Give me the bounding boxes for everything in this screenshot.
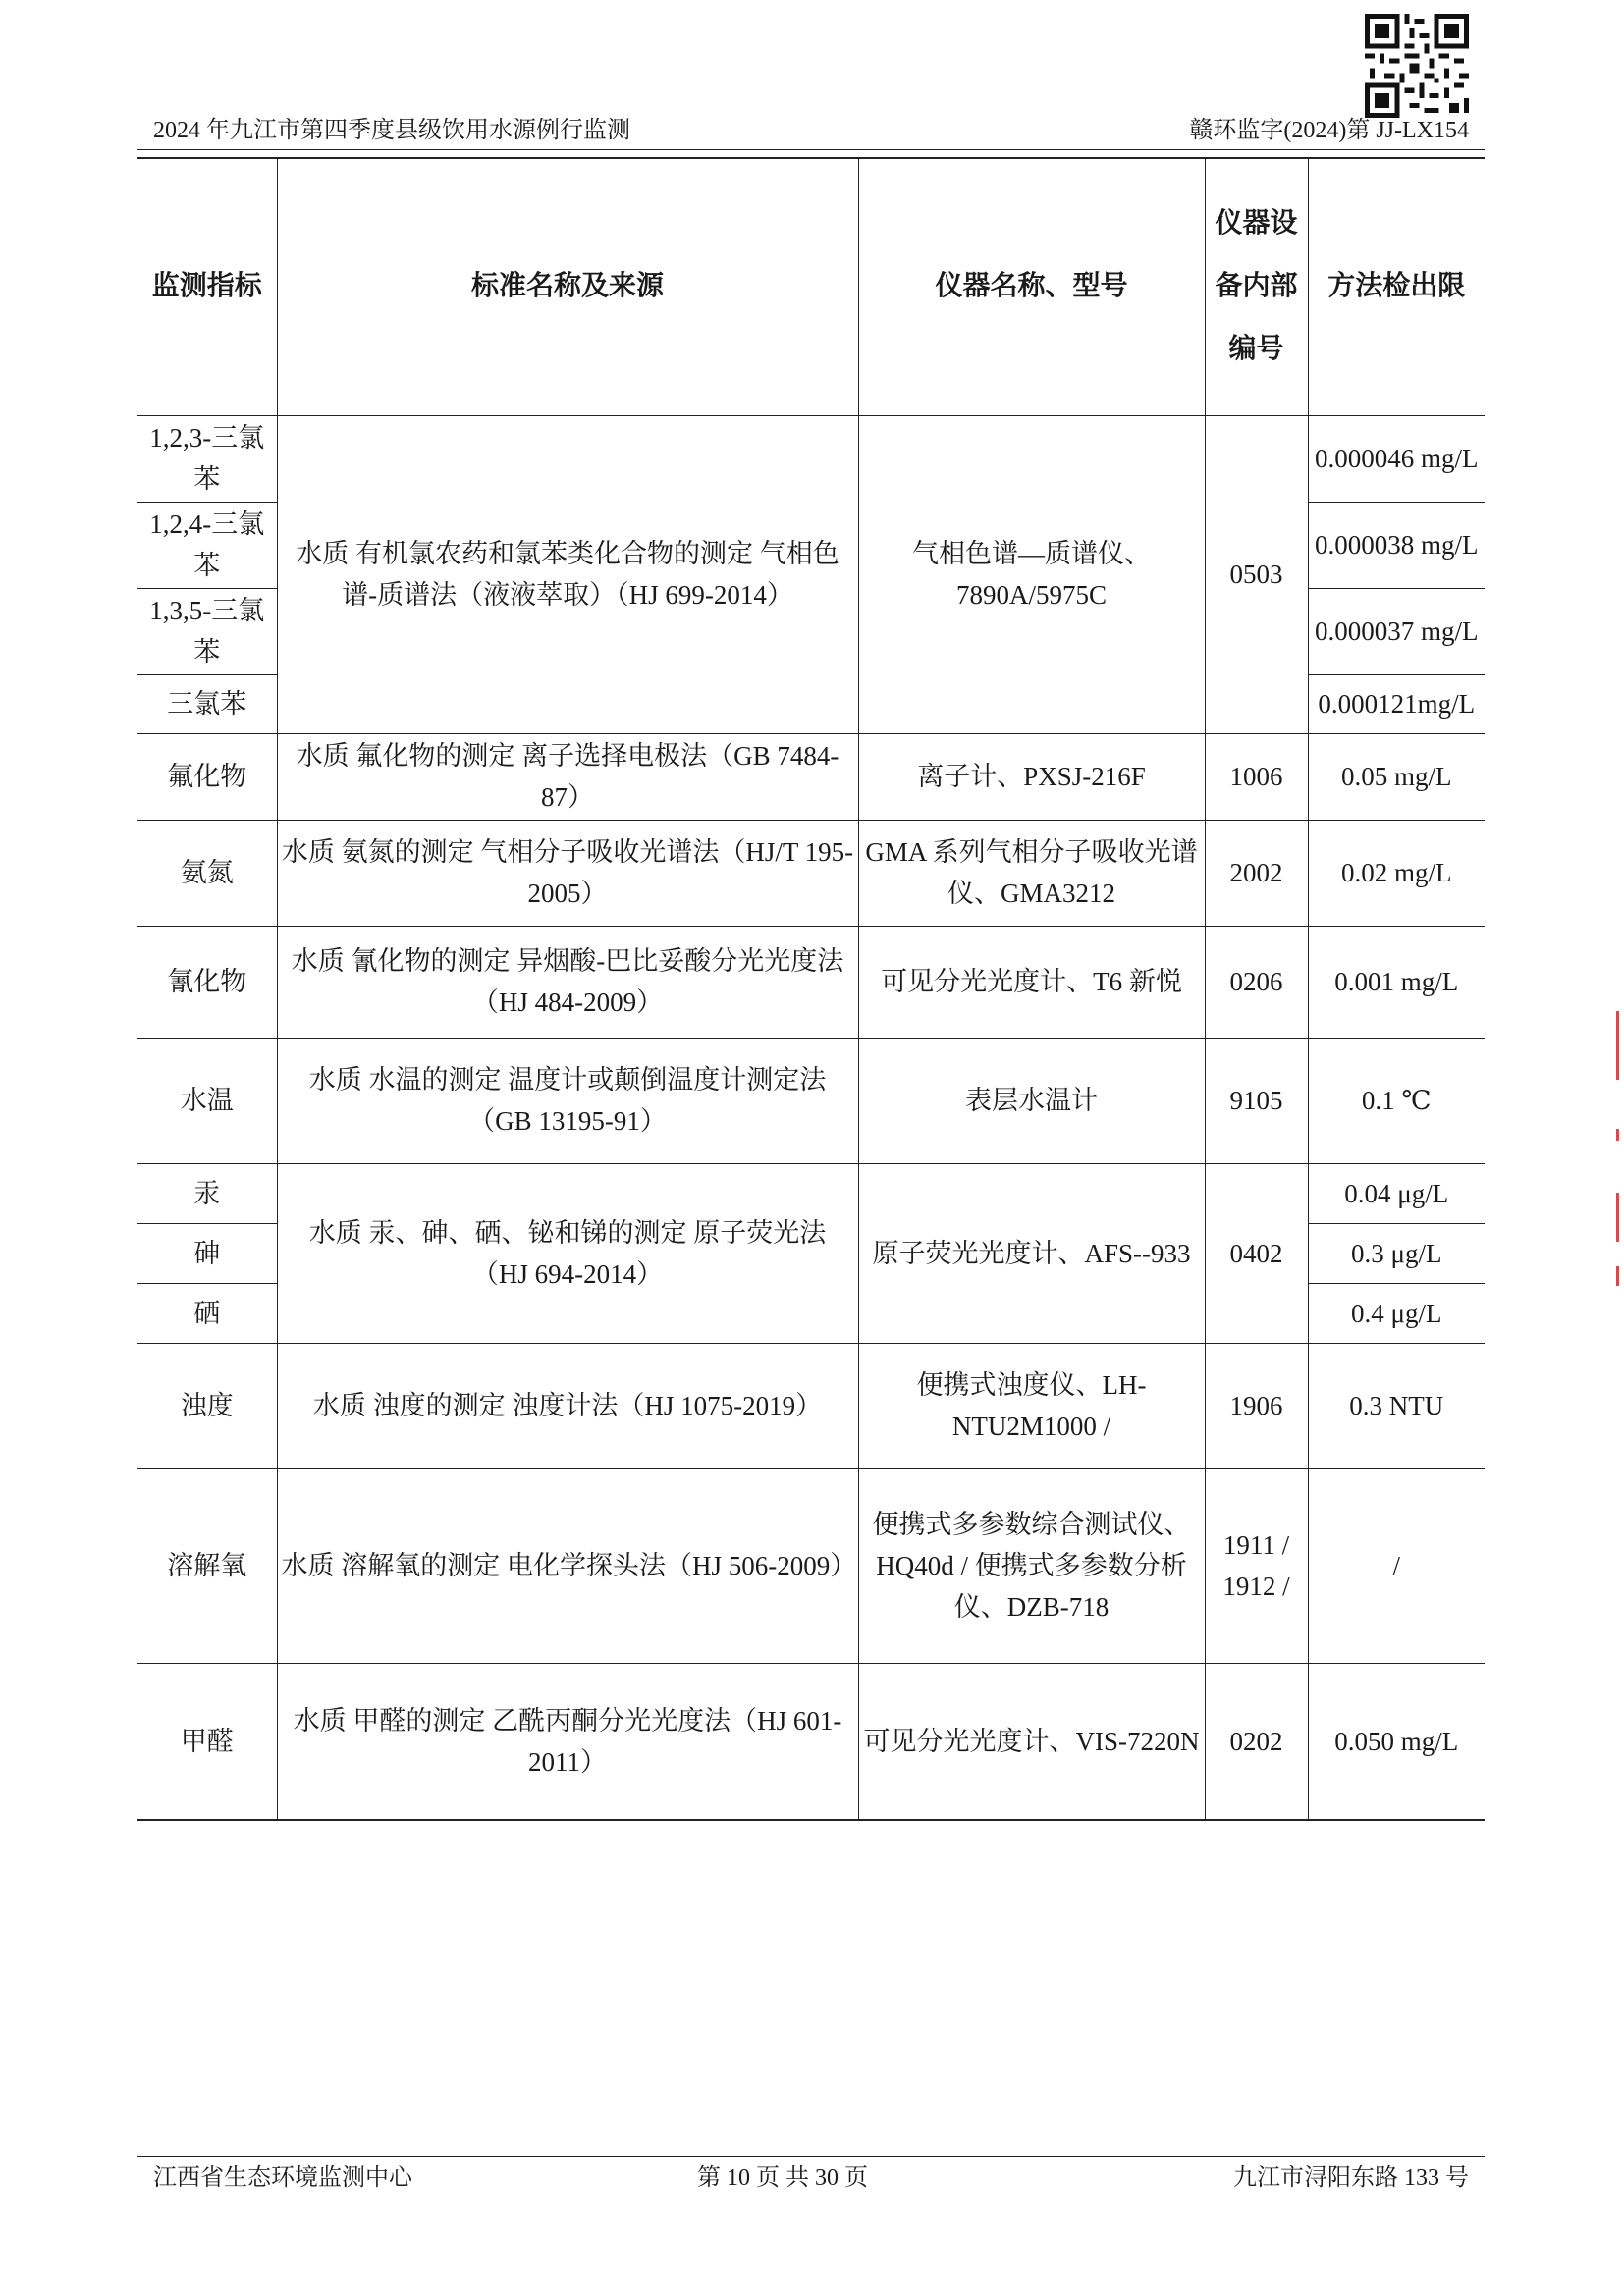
binding-mark — [1616, 1193, 1619, 1242]
instrument-cell: 便携式浊度仪、LH-NTU2M1000 / — [858, 1343, 1205, 1468]
footer-divider — [137, 2156, 1485, 2157]
report-number: 赣环监字(2024)第 JJ-LX154 — [1189, 118, 1469, 143]
indicator-cell: 氰化物 — [137, 926, 277, 1038]
method-table — [137, 157, 1485, 1821]
instrument-cell: 可见分光光度计、VIS-7220N — [858, 1663, 1205, 1820]
indicator-cell: 浊度 — [137, 1343, 277, 1468]
instrument-cell: 离子计、PXSJ-216F — [858, 733, 1205, 820]
footer-org: 江西省生态环境监测中心 — [153, 2165, 412, 2191]
limit-cell: 0.000038 mg/L — [1308, 502, 1485, 588]
indicator-cell: 氨氮 — [137, 820, 277, 926]
qr-code — [1365, 14, 1469, 118]
standard-cell: 水质 有机氯农药和氯苯类化合物的测定 气相色谱-质谱法（液液萃取）（HJ 699-2014） — [277, 415, 858, 733]
indicator-cell: 硒 — [137, 1283, 277, 1343]
binding-mark — [1616, 1129, 1619, 1141]
limit-cell: 0.000046 mg/L — [1308, 415, 1485, 502]
binding-mark — [1616, 1011, 1619, 1080]
table-row — [137, 1163, 1485, 1223]
limit-cell: 0.4 μg/L — [1308, 1283, 1485, 1343]
standard-cell: 水质 氨氮的测定 气相分子吸收光谱法（HJ/T 195-2005） — [277, 820, 858, 926]
indicator-cell: 氟化物 — [137, 733, 277, 820]
code-cell: 0206 — [1205, 926, 1308, 1038]
code-cell: 0503 — [1205, 415, 1308, 733]
table-row — [137, 733, 1485, 820]
table-row — [137, 820, 1485, 926]
col-code: 仪器设备内部编号 — [1205, 158, 1308, 415]
indicator-cell: 1,3,5-三氯苯 — [137, 588, 277, 674]
instrument-cell: 表层水温计 — [858, 1038, 1205, 1163]
instrument-cell: 可见分光光度计、T6 新悦 — [858, 926, 1205, 1038]
standard-cell: 水质 氰化物的测定 异烟酸-巴比妥酸分光光度法（HJ 484-2009） — [277, 926, 858, 1038]
limit-cell: / — [1308, 1468, 1485, 1663]
indicator-cell: 汞 — [137, 1163, 277, 1223]
code-cell: 9105 — [1205, 1038, 1308, 1163]
report-title: 2024 年九江市第四季度县级饮用水源例行监测 — [153, 118, 630, 143]
instrument-cell: 气相色谱—质谱仪、7890A/5975C — [858, 415, 1205, 733]
page-number: 第 10 页 共 30 页 — [697, 2165, 868, 2191]
footer-address: 九江市浔阳东路 133 号 — [1233, 2165, 1469, 2191]
indicator-cell: 甲醛 — [137, 1663, 277, 1820]
table-row — [137, 1038, 1485, 1163]
code-cell: 0402 — [1205, 1163, 1308, 1343]
standard-cell: 水质 甲醛的测定 乙酰丙酮分光光度法（HJ 601-2011） — [277, 1663, 858, 1820]
limit-cell: 0.04 μg/L — [1308, 1163, 1485, 1223]
table-row — [137, 1663, 1485, 1820]
standard-cell: 水质 氟化物的测定 离子选择电极法（GB 7484-87） — [277, 733, 858, 820]
indicator-cell: 1,2,4-三氯苯 — [137, 502, 277, 588]
limit-cell: 0.000037 mg/L — [1308, 588, 1485, 674]
code-cell: 1906 — [1205, 1343, 1308, 1468]
code-cell: 1006 — [1205, 733, 1308, 820]
instrument-cell: GMA 系列气相分子吸收光谱仪、GMA3212 — [858, 820, 1205, 926]
indicator-cell: 1,2,3-三氯苯 — [137, 415, 277, 502]
code-cell: 2002 — [1205, 820, 1308, 926]
table-row — [137, 1468, 1485, 1663]
table-header-row — [137, 158, 1485, 415]
limit-cell: 0.050 mg/L — [1308, 1663, 1485, 1820]
indicator-cell: 三氯苯 — [137, 674, 277, 733]
instrument-cell: 便携式多参数综合测试仪、HQ40d / 便携式多参数分析仪、DZB-718 — [858, 1468, 1205, 1663]
col-instrument: 仪器名称、型号 — [858, 158, 1205, 415]
code-cell: 1911 / 1912 / — [1205, 1468, 1308, 1663]
indicator-cell: 砷 — [137, 1223, 277, 1283]
limit-cell: 0.02 mg/L — [1308, 820, 1485, 926]
limit-cell: 0.1 ℃ — [1308, 1038, 1485, 1163]
binding-mark — [1616, 1266, 1619, 1286]
instrument-cell: 原子荧光光度计、AFS--933 — [858, 1163, 1205, 1343]
table-row — [137, 1343, 1485, 1468]
limit-cell: 0.3 NTU — [1308, 1343, 1485, 1468]
col-standard: 标准名称及来源 — [277, 158, 858, 415]
table-row — [137, 926, 1485, 1038]
header-divider — [137, 149, 1485, 150]
code-cell: 0202 — [1205, 1663, 1308, 1820]
indicator-cell: 水温 — [137, 1038, 277, 1163]
standard-cell: 水质 溶解氧的测定 电化学探头法（HJ 506-2009） — [277, 1468, 858, 1663]
limit-cell: 0.05 mg/L — [1308, 733, 1485, 820]
standard-cell: 水质 汞、砷、硒、铋和锑的测定 原子荧光法（HJ 694-2014） — [277, 1163, 858, 1343]
col-indicator: 监测指标 — [137, 158, 277, 415]
limit-cell: 0.000121mg/L — [1308, 674, 1485, 733]
standard-cell: 水质 水温的测定 温度计或颠倒温度计测定法（GB 13195-91） — [277, 1038, 858, 1163]
limit-cell: 0.3 μg/L — [1308, 1223, 1485, 1283]
col-limit: 方法检出限 — [1308, 158, 1485, 415]
limit-cell: 0.001 mg/L — [1308, 926, 1485, 1038]
table-row — [137, 415, 1485, 502]
standard-cell: 水质 浊度的测定 浊度计法（HJ 1075-2019） — [277, 1343, 858, 1468]
indicator-cell: 溶解氧 — [137, 1468, 277, 1663]
